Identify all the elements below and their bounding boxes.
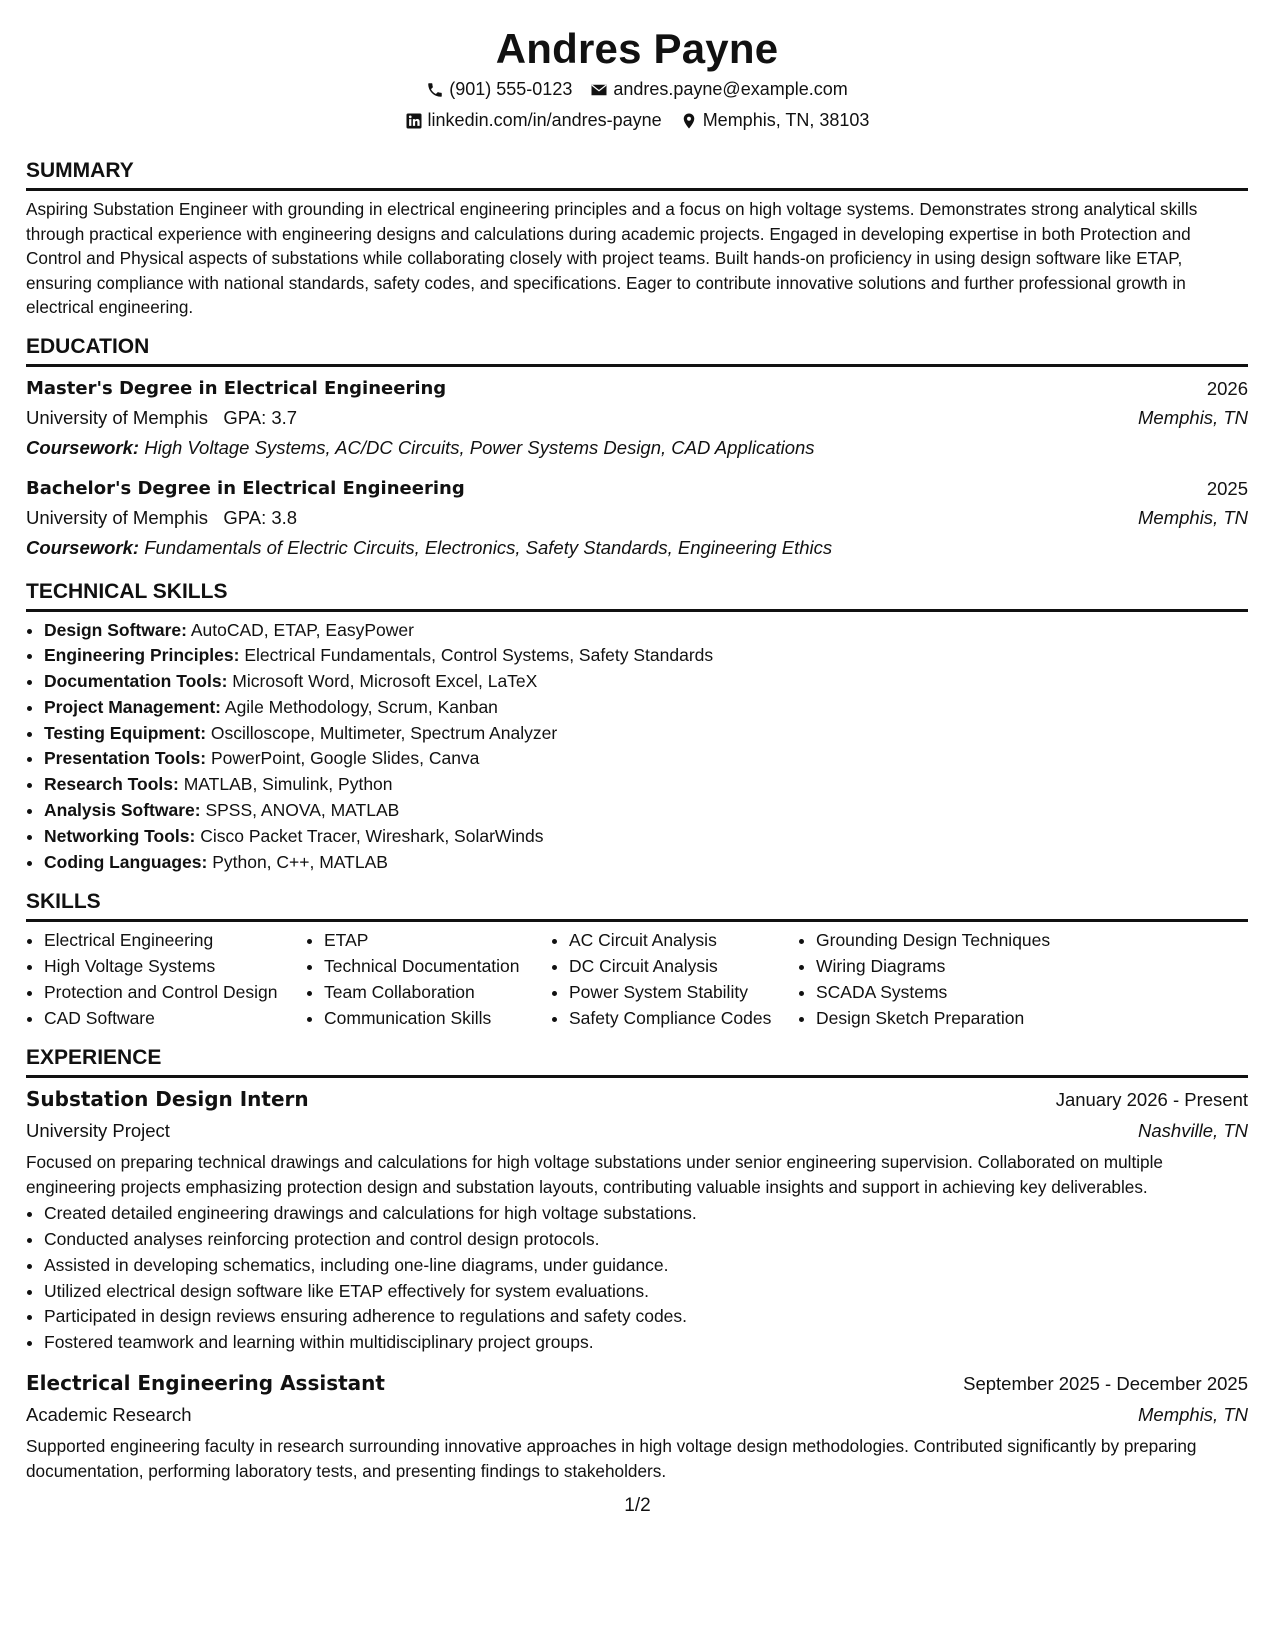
skill-value: MATLAB, Simulink, Python [183,774,393,795]
list-item [44,618,1248,644]
job-org: Academic Research [26,1404,192,1426]
linkedin-icon [405,112,423,130]
degree-title: Master's Degree in Electrical Engineering [26,377,447,399]
list-item: • Grounding Design Techniques [816,928,1116,954]
education-heading: EDUCATION [26,334,1248,367]
list-item: • SCADA Systems [816,980,1116,1006]
experience-heading: EXPERIENCE [26,1045,1248,1078]
location-item [680,105,870,136]
list-item: • ETAP [324,928,551,954]
job-bullets [26,1201,1248,1356]
technical-skills-list [26,618,1248,876]
skill-label: Project Management: [44,696,221,717]
skill-value: PowerPoint, Google Slides, Canva [210,748,480,769]
skill-label: Engineering Principles: [44,645,240,666]
education-entry [26,375,1248,463]
skill-value: Cisco Packet Tracer, Wireshark, SolarWinds [200,825,544,846]
education-entry-school-row [26,503,1248,533]
coursework-row [26,433,1248,463]
list-item [44,798,1248,824]
technical-skills-section [26,579,1248,876]
resume-page [26,0,1248,1483]
skills-column [798,928,1116,1031]
list-item [44,772,1248,798]
list-item [44,824,1248,850]
skill-value: Agile Methodology, Scrum, Kanban [224,696,498,717]
email-text: andres.payne@example.com [613,79,848,99]
experience-section [26,1045,1248,1483]
skills-column [551,928,798,1031]
list-item: • Safety Compliance Codes [569,1006,798,1032]
phone-text: (901) 555-0123 [449,79,573,99]
school-name: University of Memphis [26,406,208,428]
skills-section [26,889,1248,1031]
skill-value: Python, C++, MATLAB [212,851,388,872]
contact-row-2 [26,105,1248,136]
summary-heading: SUMMARY [26,158,1248,191]
job-dates: September 2025 - December 2025 [963,1373,1248,1395]
skills-grid [26,928,1248,1031]
coursework-text: Fundamentals of Electric Circuits, Electronics, Safety Standards, Engineering Ethics [144,536,833,558]
list-item: • Power System Stability [569,980,798,1006]
skill-value: Oscilloscope, Multimeter, Spectrum Analyzer [210,722,558,743]
job-title: Electrical Engineering Assistant [26,1371,385,1396]
summary-section [26,158,1248,320]
list-item: • Electrical Engineering [44,928,306,954]
education-entry-header [26,375,1248,403]
gpa: GPA: 3.8 [223,506,298,528]
phone-item [426,74,572,105]
skills-column [26,928,306,1031]
list-item [44,746,1248,772]
skill-value: Electrical Fundamentals, Control Systems, Safety Standards [244,645,714,666]
list-item: • Technical Documentation [324,954,551,980]
job-location: Nashville, TN [1138,1120,1248,1142]
contact-row-1 [26,74,1248,105]
job-dates: January 2026 - Present [1055,1089,1248,1111]
education-section [26,334,1248,563]
education-entry [26,475,1248,563]
list-item: • Conducted analyses reinforcing protection and control design protocols. [44,1227,1248,1253]
skill-label: Research Tools: [44,774,179,795]
list-item: • High Voltage Systems [44,954,306,980]
skill-value: SPSS, ANOVA, MATLAB [205,800,400,821]
job-location: Memphis, TN [1138,1404,1248,1426]
school-location: Memphis, TN [1138,506,1248,528]
linkedin-item[interactable] [405,105,662,136]
experience-entry-header [26,1084,1248,1115]
gpa: GPA: 3.7 [223,406,298,428]
list-item [44,643,1248,669]
map-pin-icon [680,112,698,130]
experience-entry-header [26,1368,1248,1399]
experience-entry [26,1368,1248,1483]
skill-label: Documentation Tools: [44,671,228,692]
coursework-row [26,533,1248,563]
technical-skills-heading: TECHNICAL SKILLS [26,579,1248,612]
job-description: Supported engineering faculty in research surrounding innovative approaches in high voltage design methodologies. Contributed significantly by preparing documentation, performing laboratory tests, and presenting findings to stakeholders. [26,1436,1197,1481]
skill-label: Presentation Tools: [44,748,207,769]
school-name: University of Memphis [26,506,208,528]
list-item: • CAD Software [44,1006,306,1032]
experience-entry-org-row [26,1115,1248,1146]
education-entry-header [26,475,1248,503]
list-item: • Participated in design reviews ensuring adherence to regulations and safety codes. [44,1304,1248,1330]
candidate-name: Andres Payne [495,25,779,72]
school-and-gpa [26,403,297,433]
skill-label: Design Software: [44,619,187,640]
skill-value: AutoCAD, ETAP, EasyPower [190,619,414,640]
list-item [44,695,1248,721]
experience-entry-org-row [26,1399,1248,1430]
summary-text: Aspiring Substation Engineer with grounding in electrical engineering principles and a focus on high voltage systems. Demonstrates strong analytical skills through practical experience with engineering designs and calculations during academic projects. Engaged in developing expertise in both Protection and Control and Physical aspects of substations while collaborating closely with project teams. Built hands-on proficiency in using design software like ETAP, ensuring compliance with national standards, safety codes, and specifications. Eager to contribute innovative solutions and further professional growth in electrical engineering. [26,199,1198,317]
degree-year: 2025 [1206,477,1248,499]
experience-entry [26,1084,1248,1356]
job-org: University Project [26,1120,170,1142]
degree-title: Bachelor's Degree in Electrical Engineering [26,477,465,499]
list-item: • Design Sketch Preparation [816,1006,1116,1032]
job-description: Focused on preparing technical drawings and calculations for high voltage substations under senior engineering supervision. Collaborated on multiple engineering projects emphasizing protection design and substation layouts, contributing valuable insights and support in achieving key deliverables. [26,1152,1163,1197]
list-item: • Protection and Control Design [44,980,306,1006]
linkedin-text: linkedin.com/in/andres-payne [427,110,662,130]
email-item[interactable] [590,74,847,105]
skill-label: Networking Tools: [44,825,196,846]
list-item [44,669,1248,695]
phone-icon [426,81,444,99]
school-location: Memphis, TN [1138,406,1248,428]
skill-label: Testing Equipment: [44,722,207,743]
page-number: 1/2 [624,1495,651,1516]
coursework-text: High Voltage Systems, AC/DC Circuits, Power Systems Design, CAD Applications [144,436,815,458]
skill-label: Coding Languages: [44,851,208,872]
list-item: • Wiring Diagrams [816,954,1116,980]
skill-label: Analysis Software: [44,800,201,821]
list-item: • Utilized electrical design software like ETAP effectively for system evaluations. [44,1279,1248,1305]
skills-heading: SKILLS [26,889,1248,922]
coursework-label: Coursework: [26,436,140,458]
coursework-label: Coursework: [26,536,140,558]
school-and-gpa [26,503,297,533]
degree-year: 2026 [1206,377,1248,399]
list-item [44,721,1248,747]
job-title: Substation Design Intern [26,1087,309,1112]
list-item: • Communication Skills [324,1006,551,1032]
list-item: • Assisted in developing schematics, including one-line diagrams, under guidance. [44,1253,1248,1279]
list-item: • Team Collaboration [324,980,551,1006]
envelope-icon [590,81,608,99]
list-item: • DC Circuit Analysis [569,954,798,980]
list-item: • AC Circuit Analysis [569,928,798,954]
skills-column [306,928,551,1031]
education-entry-school-row [26,403,1248,433]
list-item: • Created detailed engineering drawings and calculations for high voltage substations. [44,1201,1248,1227]
list-item: • Fostered teamwork and learning within multidisciplinary project groups. [44,1330,1248,1356]
skill-value: Microsoft Word, Microsoft Excel, LaTeX [232,671,538,692]
list-item [44,850,1248,876]
location-text: Memphis, TN, 38103 [702,110,870,130]
